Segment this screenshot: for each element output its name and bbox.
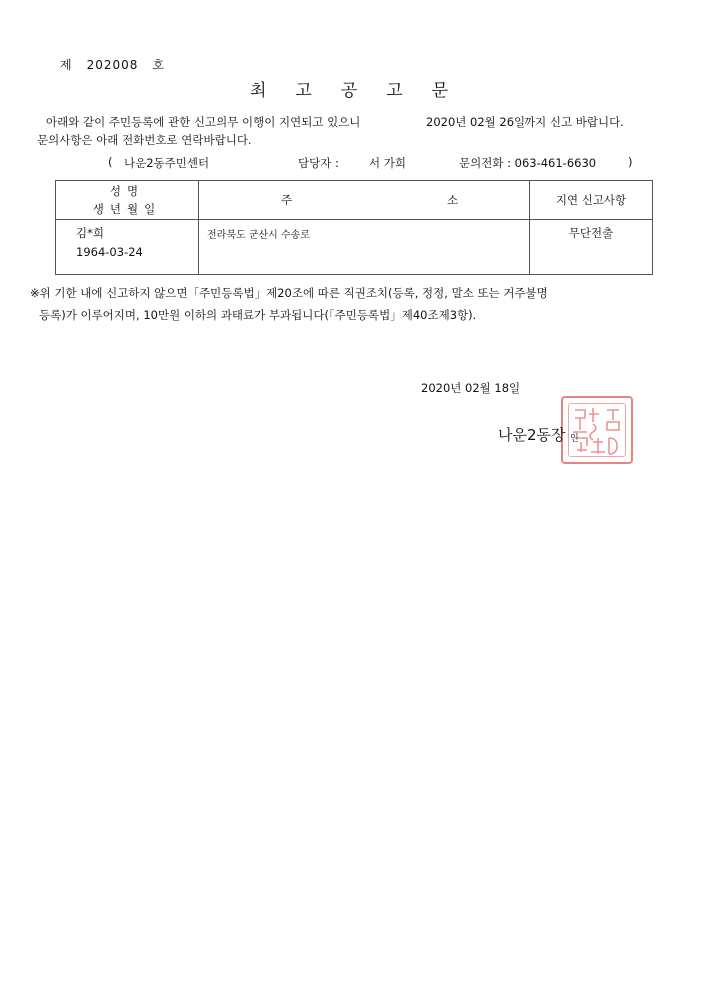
- intro-text: 아래와 같이 주민등록에 관한 신고의무 이행이 지연되고 있으니: [46, 115, 361, 129]
- table-header-row: [56, 181, 653, 220]
- contact-close-paren: ): [628, 155, 633, 169]
- header-issue: 지연 신고사항: [530, 181, 653, 220]
- header-address-a: 주: [281, 193, 293, 207]
- seal-mark: 인: [570, 434, 579, 444]
- contact-phone: 문의전화 : 063-461-6630: [459, 156, 597, 170]
- notice-line-1: ※위 기한 내에 신고하지 않으면「주민등록법」제20조에 따른 직권조치(등록, 정정, 말소 또는 거주불명: [30, 286, 548, 300]
- header-address-b: 소: [447, 193, 459, 207]
- official-seal: [561, 396, 633, 464]
- notice-line-2: 등록)가 이루어지며, 10만원 이하의 과태료가 부과됩니다(「주민등록법」제40조제3항).: [39, 308, 477, 322]
- intro-line-2: 문의사항은 아래 전화번호로 연락바랍니다.: [37, 133, 252, 147]
- number-prefix: 제: [60, 58, 73, 72]
- number-value: 202008: [86, 58, 139, 72]
- contact-open-paren: (: [108, 155, 113, 169]
- record-table: [55, 180, 653, 275]
- header-address: [199, 181, 530, 220]
- table-row: [56, 220, 653, 275]
- seal-glyph-strokes: [563, 398, 631, 462]
- intro-tail: 까지 신고 바랍니다.: [524, 115, 624, 129]
- document-number: [60, 56, 165, 73]
- cell-name: 김*희: [76, 226, 104, 240]
- issuer-name: 나운2동장: [498, 426, 566, 444]
- notice-text: [30, 282, 548, 326]
- cell-name-birth: [56, 220, 199, 275]
- cell-birth: 1964-03-24: [76, 245, 143, 259]
- deadline-date: 2020년 02월 26일: [426, 115, 526, 129]
- header-birth: 생년월일: [92, 202, 162, 216]
- contact-center-name: 나운2동주민센터: [124, 156, 210, 170]
- issue-date: 2020년 02월 18일: [421, 381, 521, 395]
- contact-staff-label: 담당자 :: [298, 156, 339, 170]
- contact-staff-name: 서 가희: [369, 156, 406, 170]
- number-suffix: 호: [152, 58, 165, 72]
- header-name-birth: [56, 181, 199, 220]
- header-name: 성명: [109, 184, 145, 198]
- page-title: 최고공고문: [249, 81, 478, 101]
- intro-line-1: [46, 114, 624, 130]
- cell-address: 전라북도 군산시 수송로: [199, 220, 530, 275]
- cell-issue: 무단전출: [530, 220, 653, 275]
